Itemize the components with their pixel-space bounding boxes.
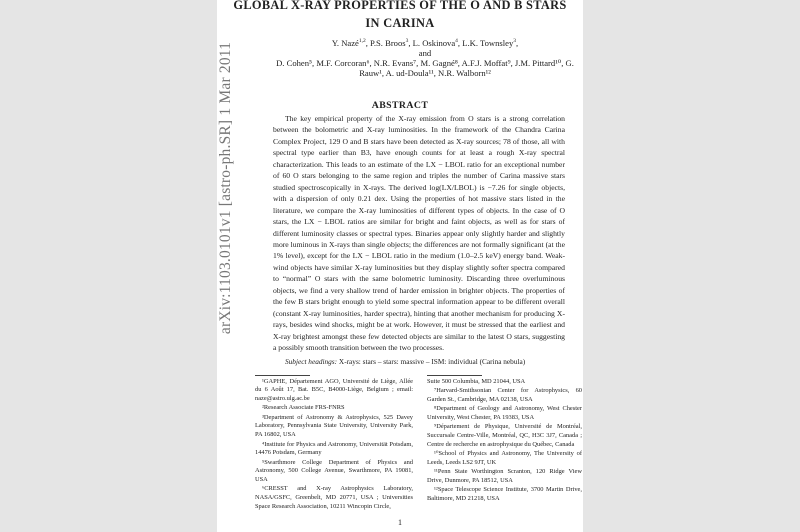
subject-headings-label: Subject headings: xyxy=(285,356,338,366)
author-list xyxy=(265,38,585,78)
author-line-2: D. Cohen⁵, M.F. Corcoran⁶, N.R. Evans⁷, M. Gagné⁸, A.F.J. Moffat⁹, J.M. Pittard¹⁰, G. Rauw¹, A. ud-Doula¹¹, N.R. Walborn¹² xyxy=(276,58,574,78)
footnote: ³Department of Astronomy & Astrophysics, 525 Davey Laboratory, Pennsylvania State University, University Park, PA 16802, USA xyxy=(255,413,413,439)
footnotes-right xyxy=(427,375,582,513)
footnote: Suite 500 Columbia, MD 21044, USA xyxy=(427,377,526,385)
author-line-1: Y. Nazé$^{1,2}$, P.S. Broos$^3$, L. Oskinova$^4$, L.K. Townsley$^3$, xyxy=(331,38,519,48)
paper-title: GLOBAL X-RAY PROPERTIES OF THE O AND B STARS IN CARINA xyxy=(233,0,567,30)
footnote: ⁷Harvard-Smithsonian Center for Astrophysics, 60 Garden St., Cambridge, MA 02138, USA xyxy=(427,386,582,403)
footnote: ⁵Swarthmore College Department of Physics and Astronomy, 500 College Avenue, Swarthmore, PA 19081, USA xyxy=(255,458,413,483)
footnote: ¹²Space Telescope Science Institute, 3700 Martin Drive, Baltimore, MD 21218, USA xyxy=(427,486,582,502)
paper-page xyxy=(217,0,583,532)
page-number: 1 xyxy=(398,518,402,528)
footnote: ¹⁰School of Physics and Astronomy, The University of Leeds, Leeds LS2 9JT, UK xyxy=(427,449,582,466)
footnote: ²Research Associate FRS-FNRS xyxy=(262,404,345,412)
footnote-rule-right xyxy=(427,375,482,376)
subject-headings-text: X-rays: stars – stars: massive – ISM: individual (Carina nebula) xyxy=(338,356,526,366)
abstract-heading: ABSTRACT xyxy=(371,100,429,111)
arxiv-stamp: arXiv:1103.0101v1 [astro-ph.SR] 1 Mar 2011 xyxy=(217,41,234,335)
subject-headings xyxy=(285,357,583,367)
author-and: and xyxy=(418,48,432,58)
footnote-rule-left xyxy=(255,375,310,376)
footnote: ⁶CRESST and X-ray Astrophysics Laboratory, NASA/GSFC, Greenbelt, MD 20771, USA ; Universities Space Research Association, 10211 Wincopin Circle, xyxy=(255,485,413,510)
footnote: ⁸Department of Geology and Astronomy, West Chester University, West Chester, PA 19383, USA xyxy=(427,405,582,421)
footnote: ⁹Département de Physique, Université de Montréal, Succursale Centre-Ville, Montréal, QC, H3C 3J7, Canada ; Centre de recherche en astrophysique du Québec, Canada xyxy=(427,423,582,448)
abstract-text: The key empirical property of the X-ray emission from O stars is a strong correlation between the bolometric and X-ray luminosities. In the framework of the Chandra Carina Complex Project, 129 O and B stars have been detected as X-ray sources; 78 of those, all with spectral type earlier than B3, have enough counts for at least a rough X-ray spectral characterization. This leads to an estimate of the LX − LBOL ratio for an exceptional number of 60 O stars belonging to the same region and triples the number of Carina massive stars studied spectroscopically in X-rays. The derived log(LX/LBOL) is −7.26 for single objects, with a dispersion of only 0.21 dex. Using the properties of hot massive stars listed in the literature, we compare the X-ray luminosities of different types of objects. In the case of O stars, the LX − LBOL ratios are similar for bright and faint objects, as well as for stars of different luminosity classes or spectral types. Binaries appear only slightly harder and slightly more luminous in X-rays than single objects; the differences are not formally significant (at the 1% level), except for the LX − LBOL ratio in the medium (1.0–2.5 keV) energy band. Weak-wind objects have similar X-ray luminosities but they display slightly softer spectra compared to “normal” O stars with the same bolometric luminosity. Discarding three overluminous objects, we find a very shallow trend of harder emission in brighter objects. The properties of the few B stars bright enough to yield some spectral information appear to be different overall (constant X-ray luminosities, harder spectra), hinting that another mechanism for producing X-rays, besides wind shocks, might be at work. However, it must be stressed that the earliest and X-ray brightest amongst these few detected objects are similar to the latest O stars, suggesting a possibly smooth transition between the two processes. xyxy=(273,114,565,353)
footnote: ¹¹Penn State Worthington Scranton, 120 Ridge View Drive, Dunmore, PA 18512, USA xyxy=(427,467,582,484)
footnote: ¹GAPHE, Département AGO, Université de Liège, Allée du 6 Août 17, Bat. B5C, B4000-Liège, Belgium ; email: naze@astro.ulg.ac.be xyxy=(255,377,413,402)
footnotes-left xyxy=(255,375,413,513)
footnote: ⁴Institute for Physics and Astronomy, Universität Potsdam, 14476 Potsdam, Germany xyxy=(255,440,413,457)
footnotes xyxy=(255,375,582,513)
